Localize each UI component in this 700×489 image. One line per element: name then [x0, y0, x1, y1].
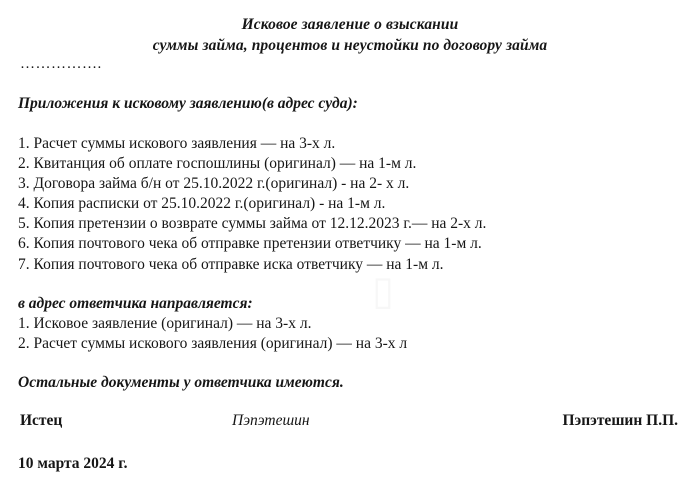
watermark: ▯	[372, 268, 395, 314]
ellipsis-placeholder: …………….	[20, 56, 102, 72]
signature-role: Истец	[20, 412, 63, 429]
signatory-name: Пэпэтешин П.П.	[562, 412, 678, 429]
defendant-heading: в адрес ответчика направляется:	[18, 295, 253, 312]
signature-row	[0, 412, 700, 432]
attachments-heading: Приложения к исковому заявлению(в адрес суда):	[18, 95, 358, 112]
attachment-item: 3. Договора займа б/н от 25.10.2022 г.(оригинал) - на 2- х л.	[18, 175, 410, 192]
document-title-line-2: суммы займа, процентов и неустойки по договору займа	[152, 37, 548, 54]
attachment-item: 1. Расчет суммы искового заявления — на 3-х л.	[18, 135, 336, 152]
document-title-line-1: Исковое заявление о взыскании	[241, 16, 459, 33]
attachment-item: 4. Копия расписки от 25.10.2022 г.(оригинал) - на 1-м л.	[18, 195, 386, 212]
attachment-item: 6. Копия почтового чека об отправке претензии ответчику — на 1-м л.	[18, 235, 482, 252]
document-date: 10 марта 2024 г.	[18, 455, 128, 472]
attachment-item: 5. Копия претензии о возврате суммы займа от 12.12.2023 г.— на 2-х л.	[18, 215, 487, 232]
remaining-documents-note: Остальные документы у ответчика имеются.	[18, 374, 344, 391]
defendant-item: 2. Расчет суммы искового заявления (оригинал) — на 3-х л	[18, 335, 408, 352]
handwritten-signature: Пэпэтешин	[232, 412, 310, 429]
defendant-item: 1. Исковое заявление (оригинал) — на 3-х л.	[18, 315, 312, 332]
attachment-item: 2. Квитанция об оплате госпошлины (оригинал) — на 1-м л.	[18, 155, 417, 172]
attachment-item: 7. Копия почтового чека об отправке иска ответчику — на 1-м л.	[18, 256, 444, 273]
